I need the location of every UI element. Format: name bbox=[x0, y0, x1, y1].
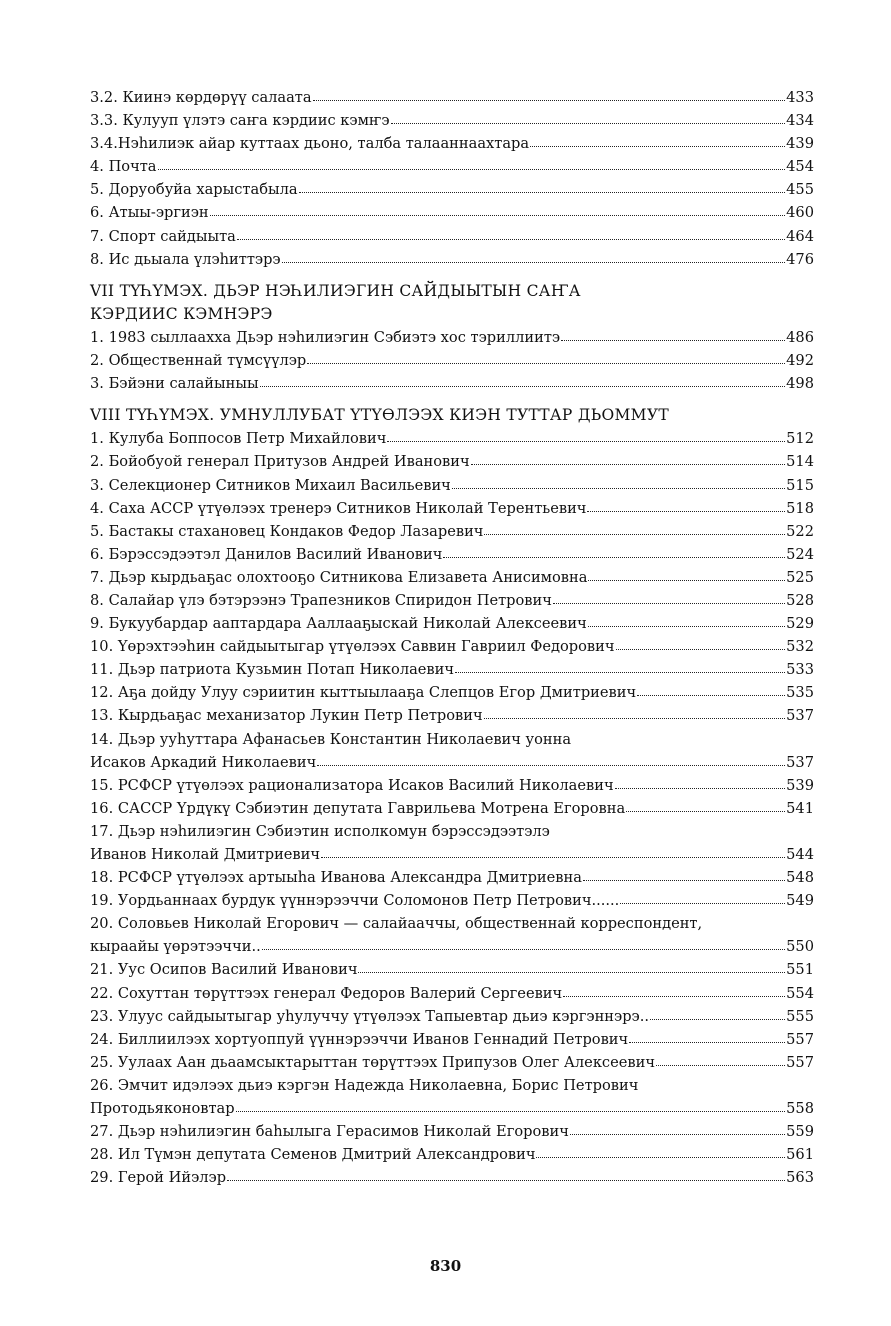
toc-entry-title: 8. Салайар үлэ бэтэрээнэ Трапезников Спиридон Петрович bbox=[90, 591, 552, 609]
toc-entry-page: 544 bbox=[786, 846, 814, 863]
toc-entry-page: 558 bbox=[786, 1100, 814, 1118]
toc-entry-title: 25. Уулаах Аан дьаамсыктарыттан төрүттээх Припузов Олег Алексеевич bbox=[90, 1053, 655, 1071]
toc-entry bbox=[90, 225, 814, 248]
dot-leader bbox=[236, 1106, 786, 1112]
toc-entry-title: 8. Ис дьыала үлэһиттэрэ bbox=[90, 250, 281, 268]
toc-entry-title: 18. РСФСР үтүөлээх артыыһа Иванова Александра Дмитриевна bbox=[90, 869, 582, 887]
toc-entry bbox=[90, 178, 814, 201]
dot-leader bbox=[358, 967, 785, 973]
toc-entry bbox=[90, 1166, 814, 1189]
toc-entry bbox=[90, 497, 814, 520]
toc-entry-title: 4. Саха АССР үтүөлээх тренерэ Ситников Николай Терентьевич bbox=[90, 499, 587, 517]
toc-entry bbox=[90, 889, 814, 912]
toc-entry-title: Протодьяконовтар bbox=[90, 1100, 235, 1118]
dot-leader bbox=[307, 358, 785, 364]
toc-entry-page: 439 bbox=[786, 135, 814, 153]
toc-entry-title: 24. Биллиилээх хортуоппуй үүннэрээччи Иванов Геннадий Петрович bbox=[90, 1030, 629, 1048]
toc-entry-title: 9. Букуубардар аaптардара Ааллааҕыскай Николай Алексеевич bbox=[90, 615, 587, 633]
dot-leader bbox=[626, 806, 785, 812]
toc-entry-title: 7. Дьэр кырдьаҕас олохтооҕо Ситникова Елизавета Анисимовна bbox=[90, 568, 588, 586]
dot-leader bbox=[455, 667, 785, 673]
toc-entry-title: 13. Кырдьаҕас механизатор Лукин Петр Петрович bbox=[90, 707, 483, 725]
toc-entry-title: 10. Үөрэхтээһин сайдыытыгар үтүөлээх Саввин Гавриил Федорович bbox=[90, 638, 615, 656]
toc-page bbox=[90, 86, 814, 1189]
toc-entry-title: 12. Аҕа дойду Улуу сэриитин кыттыылааҕа Слепцов Егор Дмитриевич bbox=[90, 684, 637, 702]
chapter-7-heading-line-1: VII ТҮҺҮМЭХ. ДЬЭР НЭҺИЛИЭГИН САЙДЫЫТЫН САҤА bbox=[90, 281, 581, 300]
dot-leader bbox=[637, 690, 785, 696]
toc-entry-page: 464 bbox=[786, 227, 814, 245]
dot-leader bbox=[387, 436, 785, 442]
toc-entry-title: 3.3. Кулууп үлэтэ саҥа кэрдиис кэмҥэ bbox=[90, 112, 390, 130]
chapter-8-heading: VIII ТҮҺҮМЭХ. УМНУЛЛУБАТ ҮТҮӨЛЭЭХ КИЭН ТУТТАР ДЬОММУТ bbox=[90, 406, 669, 425]
dot-leader bbox=[615, 783, 786, 789]
toc-entry-page: 455 bbox=[786, 181, 814, 199]
toc-entry-page: 515 bbox=[786, 476, 814, 494]
dot-leader bbox=[282, 257, 786, 263]
toc-entry-page: 537 bbox=[786, 707, 814, 725]
toc-entry-page: 454 bbox=[786, 158, 814, 176]
toc-entry bbox=[90, 935, 814, 958]
dot-leader bbox=[650, 1014, 785, 1020]
toc-entry bbox=[90, 843, 814, 866]
dot-leader bbox=[620, 898, 785, 904]
toc-entry-page: 563 bbox=[786, 1169, 814, 1187]
chapter-7-list bbox=[90, 326, 814, 395]
toc-entry-title: 3. Селекционер Ситников Михаил Васильевич bbox=[90, 476, 451, 494]
dot-leader bbox=[313, 95, 786, 101]
toc-entry bbox=[90, 774, 814, 797]
toc-entry-title: 4. Почта bbox=[90, 158, 157, 176]
toc-entry bbox=[90, 566, 814, 589]
dot-leader bbox=[227, 1175, 785, 1181]
toc-entry-title: 3.2. Киинэ көрдөрүү салаата bbox=[90, 89, 312, 106]
chapter-8-list bbox=[90, 427, 814, 1189]
toc-entry bbox=[90, 520, 814, 543]
toc-entry bbox=[90, 326, 814, 349]
toc-entry-page: 537 bbox=[786, 753, 814, 771]
toc-entry-page: 529 bbox=[786, 615, 814, 633]
dot-leader bbox=[321, 852, 785, 858]
toc-entry-title: 27. Дьэр нэһилиэгин баһылыга Герасимов Николай Егорович bbox=[90, 1123, 569, 1141]
toc-entry-title: 21. Уус Осипов Василий Иванович bbox=[90, 961, 358, 979]
toc-entry bbox=[90, 1143, 814, 1166]
toc-entry bbox=[90, 704, 814, 727]
toc-entry-title: 3. Бэйэни салайыныы bbox=[90, 375, 259, 393]
toc-entry-page: 561 bbox=[786, 1146, 814, 1164]
toc-entry-page: 533 bbox=[786, 661, 814, 679]
dot-leader bbox=[629, 1037, 785, 1043]
toc-entry-title: 29. Герой Ийэлэр bbox=[90, 1169, 227, 1187]
toc-section-continued bbox=[90, 86, 814, 271]
dot-leader bbox=[530, 141, 785, 147]
dot-leader bbox=[210, 210, 786, 216]
toc-entry-title: 11. Дьэр патриота Кузьмин Потап Николаевич bbox=[90, 661, 455, 679]
toc-entry-page: 551 bbox=[786, 961, 814, 979]
toc-entry bbox=[90, 474, 814, 497]
toc-entry bbox=[90, 658, 814, 681]
dot-leader bbox=[583, 875, 785, 881]
toc-entry bbox=[90, 109, 814, 132]
toc-entry-page: 559 bbox=[786, 1123, 814, 1141]
dot-leader bbox=[587, 506, 785, 512]
toc-entry bbox=[90, 201, 814, 224]
toc-entry-title: Иванов Николай Дмитриевич bbox=[90, 846, 321, 863]
toc-entry-first-line: 14. Дьэр ууһуттара Афанасьев Константин Николаевич уонна bbox=[90, 730, 572, 748]
toc-entry-title: 2. Общественнай түмсүүлэр bbox=[90, 352, 307, 370]
dot-leader bbox=[237, 234, 785, 240]
dot-leader bbox=[299, 187, 786, 193]
toc-entry bbox=[90, 372, 814, 395]
toc-entry-page: 557 bbox=[786, 1030, 814, 1048]
toc-entry-title: 5. Доруобуйа харыстабыла bbox=[90, 181, 298, 199]
toc-entry bbox=[90, 866, 814, 889]
dot-leader bbox=[317, 760, 785, 766]
toc-entry bbox=[90, 248, 814, 271]
toc-entry-page: 498 bbox=[786, 375, 814, 393]
dot-leader bbox=[553, 598, 785, 604]
toc-entry bbox=[90, 589, 814, 612]
toc-entry-page: 548 bbox=[786, 869, 814, 887]
toc-entry-title: 23. Улуус сайдыытыгар уһулуччу үтүөлээх Тапыевтар дьиэ кэргэннэрэ.. bbox=[90, 1007, 650, 1025]
toc-entry-page: 554 bbox=[786, 984, 814, 1002]
toc-entry-page: 518 bbox=[786, 499, 814, 517]
toc-entry bbox=[90, 349, 814, 372]
toc-entry-page: 535 bbox=[786, 684, 814, 702]
dot-leader bbox=[391, 118, 786, 124]
toc-entry bbox=[90, 1028, 814, 1051]
toc-entry-title: 7. Спорт сайдыыта bbox=[90, 227, 236, 245]
toc-entry-title: 28. Ил Түмэн депутата Семенов Дмитрий Александрович bbox=[90, 1146, 536, 1164]
toc-entry-page: 460 bbox=[786, 204, 814, 222]
toc-entry-page: 550 bbox=[786, 938, 814, 956]
toc-entry-title: 15. РСФСР үтүөлээх рационализатора Исаков Василий Николаевич bbox=[90, 776, 614, 794]
toc-entry-first-line: 17. Дьэр нэһилиэгин Сэбиэтин исполкомун бэрэссэдээтэлэ bbox=[90, 822, 550, 840]
toc-entry bbox=[90, 450, 814, 473]
toc-entry-title: 6. Бэрэссэдээтэл Данилов Василий Иванович bbox=[90, 545, 443, 563]
dot-leader bbox=[471, 459, 786, 465]
dot-leader bbox=[158, 164, 786, 170]
dot-leader bbox=[536, 1152, 785, 1158]
toc-entry-title: 3.4.Нэһилиэк айар куттаах дьоно, талба талааннаахтара bbox=[90, 135, 530, 153]
toc-entry-title: 5. Бастакы стахановец Кондаков Федор Лазаревич bbox=[90, 522, 484, 540]
toc-entry-page: 532 bbox=[786, 638, 814, 656]
toc-entry-page: 549 bbox=[786, 892, 814, 910]
toc-entry-page: 433 bbox=[786, 89, 814, 106]
dot-leader bbox=[262, 944, 785, 950]
toc-entry bbox=[90, 612, 814, 635]
toc-entry-first-line: 26. Эмчит идэлээх дьиэ кэргэн Надежда Николаевна, Борис Петрович bbox=[90, 1076, 639, 1094]
toc-entry-title: 2. Бойобуой генерал Притузов Андрей Иванович bbox=[90, 453, 470, 471]
toc-entry bbox=[90, 132, 814, 155]
dot-leader bbox=[443, 552, 785, 558]
toc-entry bbox=[90, 427, 814, 450]
chapter-7-heading-line-2: КЭРДИИС КЭМНЭРЭ bbox=[90, 304, 273, 323]
toc-entry bbox=[90, 155, 814, 178]
toc-entry-page: 557 bbox=[786, 1053, 814, 1071]
dot-leader bbox=[570, 1129, 785, 1135]
toc-entry-title: 6. Атыы-эргиэн bbox=[90, 204, 209, 222]
toc-entry-title: 19. Уордьаннаах бурдук үүннэрээччи Соломонов Петр Петрович...... bbox=[90, 892, 620, 910]
toc-entry-page: 541 bbox=[786, 799, 814, 817]
toc-entry-page: 539 bbox=[786, 776, 814, 794]
toc-entry-page: 525 bbox=[786, 568, 814, 586]
toc-entry bbox=[90, 958, 814, 981]
toc-entry-page: 522 bbox=[786, 522, 814, 540]
toc-entry bbox=[90, 797, 814, 820]
dot-leader bbox=[484, 713, 786, 719]
toc-entry-title: Исаков Аркадий Николаевич bbox=[90, 753, 317, 771]
toc-entry-page: 434 bbox=[786, 112, 814, 130]
toc-entry bbox=[90, 681, 814, 704]
toc-entry-page: 528 bbox=[786, 591, 814, 609]
dot-leader bbox=[260, 381, 786, 387]
toc-entry-first-line: 20. Соловьев Николай Егорович — салайааччы, общественнай корреспондент, bbox=[90, 915, 703, 933]
dot-leader bbox=[452, 483, 785, 489]
toc-entry-title: 22. Сохуттан төрүттээх генерал Федоров Валерий Сергеевич bbox=[90, 984, 563, 1002]
dot-leader bbox=[588, 575, 785, 581]
toc-entry bbox=[90, 543, 814, 566]
page-number: 830 bbox=[429, 1257, 462, 1275]
toc-entry-title: 1. 1983 сыллаахха Дьэр нэһилиэгин Сэбиэтэ хос тэриллиитэ bbox=[90, 328, 561, 346]
toc-entry-page: 492 bbox=[786, 352, 814, 370]
toc-entry-page: 512 bbox=[786, 430, 814, 448]
toc-entry bbox=[90, 751, 814, 774]
toc-entry-page: 476 bbox=[786, 250, 814, 268]
dot-leader bbox=[561, 335, 785, 341]
toc-entry-page: 486 bbox=[786, 328, 814, 346]
toc-entry-title: 1. Кулуба Боппосов Петр Михайлович bbox=[90, 430, 387, 448]
dot-leader bbox=[563, 991, 785, 997]
dot-leader bbox=[484, 529, 785, 535]
dot-leader bbox=[616, 644, 786, 650]
toc-entry-title: кыраайы үөрэтээччи.. bbox=[90, 938, 261, 956]
toc-entry-title: 16. САССР Үрдүкү Сэбиэтин депутата Гаврильева Мотрена Егоровна bbox=[90, 799, 626, 817]
toc-entry bbox=[90, 635, 814, 658]
toc-entry bbox=[90, 1005, 814, 1028]
toc-entry-page: 555 bbox=[786, 1007, 814, 1025]
dot-leader bbox=[656, 1060, 785, 1066]
toc-entry bbox=[90, 982, 814, 1005]
toc-entry-page: 514 bbox=[786, 453, 814, 471]
toc-entry bbox=[90, 1051, 814, 1074]
toc-entry-page: 524 bbox=[786, 545, 814, 563]
toc-entry bbox=[90, 1120, 814, 1143]
dot-leader bbox=[588, 621, 785, 627]
toc-entry bbox=[90, 1097, 814, 1120]
toc-entry bbox=[90, 86, 814, 109]
